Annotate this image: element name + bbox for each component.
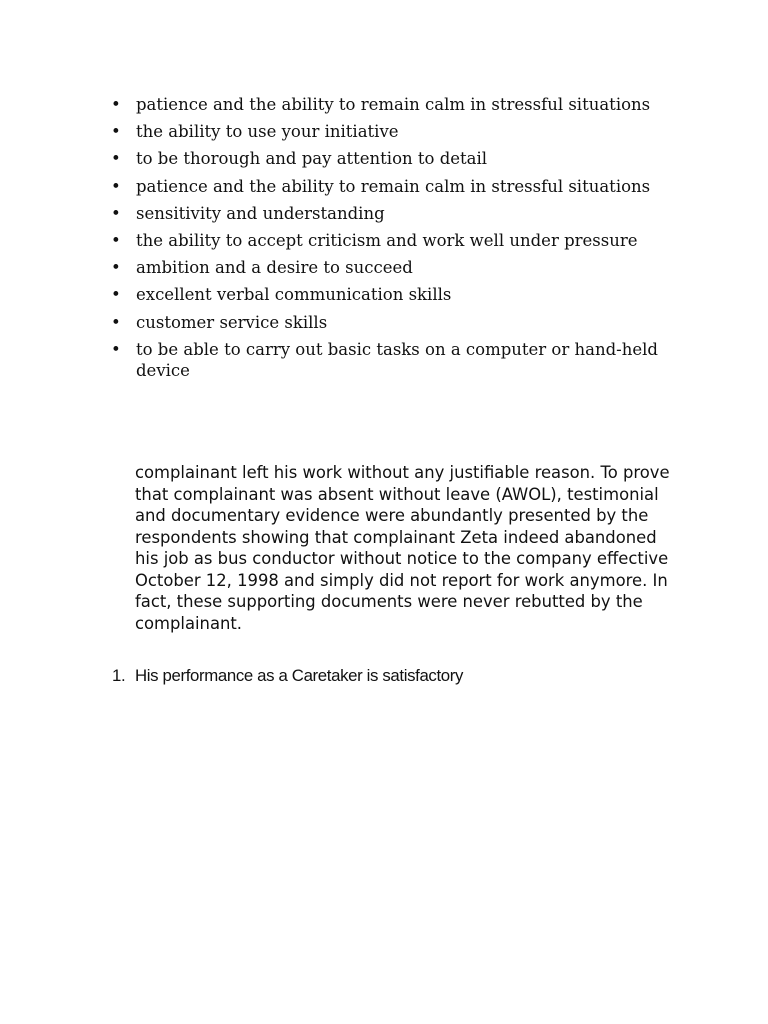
bullet-item-text: excellent verbal communication skills	[136, 285, 452, 305]
bullet-item	[108, 230, 708, 251]
numbered-item-number: 1.	[112, 666, 126, 685]
numbered-item-text: His performance as a Caretaker is satisfactory	[135, 666, 464, 685]
bullet-marker: •	[111, 95, 121, 114]
body-paragraph: complainant left his work without any justifiable reason. To prove that complainant was absent without leave (AWOL), testimonial and documentary evidence were abundantly presented by the respondents showing that complainant Zeta indeed abandoned his job as bus conductor without notice to the company effective October 12, 1998 and simply did not report for work anymore. In fact, these supporting documents were never rebutted by the complainant.	[135, 463, 670, 633]
bullet-item	[108, 312, 708, 333]
bullet-item-text: to be thorough and pay attention to detail	[136, 149, 488, 169]
bullet-marker: •	[111, 176, 121, 196]
bullet-item-text: sensitivity and understanding	[136, 203, 385, 223]
bullet-item-text: the ability to use your initiative	[136, 122, 399, 142]
bullet-marker: •	[111, 203, 121, 223]
bullet-item-text: patience and the ability to remain calm in stressful situations	[136, 176, 651, 196]
bullet-item	[108, 176, 708, 197]
bullet-marker: •	[111, 149, 121, 169]
numbered-item	[112, 665, 672, 687]
bullet-marker: •	[111, 312, 121, 332]
bullet-item	[108, 284, 708, 305]
bullet-list	[108, 94, 708, 387]
bullet-item-text: to be able to carry out basic tasks on a computer or hand-held device	[136, 339, 658, 380]
bullet-marker: •	[111, 285, 121, 305]
bullet-item-text: ambition and a desire to succeed	[136, 258, 413, 278]
numbered-list	[112, 665, 672, 687]
bullet-item-text: patience and the ability to remain calm in stressful situations	[136, 95, 651, 114]
bullet-item	[108, 257, 708, 278]
bullet-marker: •	[111, 258, 121, 278]
bullet-marker: •	[111, 122, 121, 142]
bullet-item	[108, 148, 708, 169]
bullet-item	[108, 203, 708, 224]
bullet-item-text: the ability to accept criticism and work well under pressure	[136, 230, 638, 250]
bullet-item	[108, 94, 708, 115]
bullet-item	[108, 121, 708, 142]
bullet-marker: •	[111, 230, 121, 250]
bullet-item-text: customer service skills	[136, 312, 328, 332]
bullet-item	[108, 339, 708, 381]
bullet-marker: •	[111, 339, 121, 359]
